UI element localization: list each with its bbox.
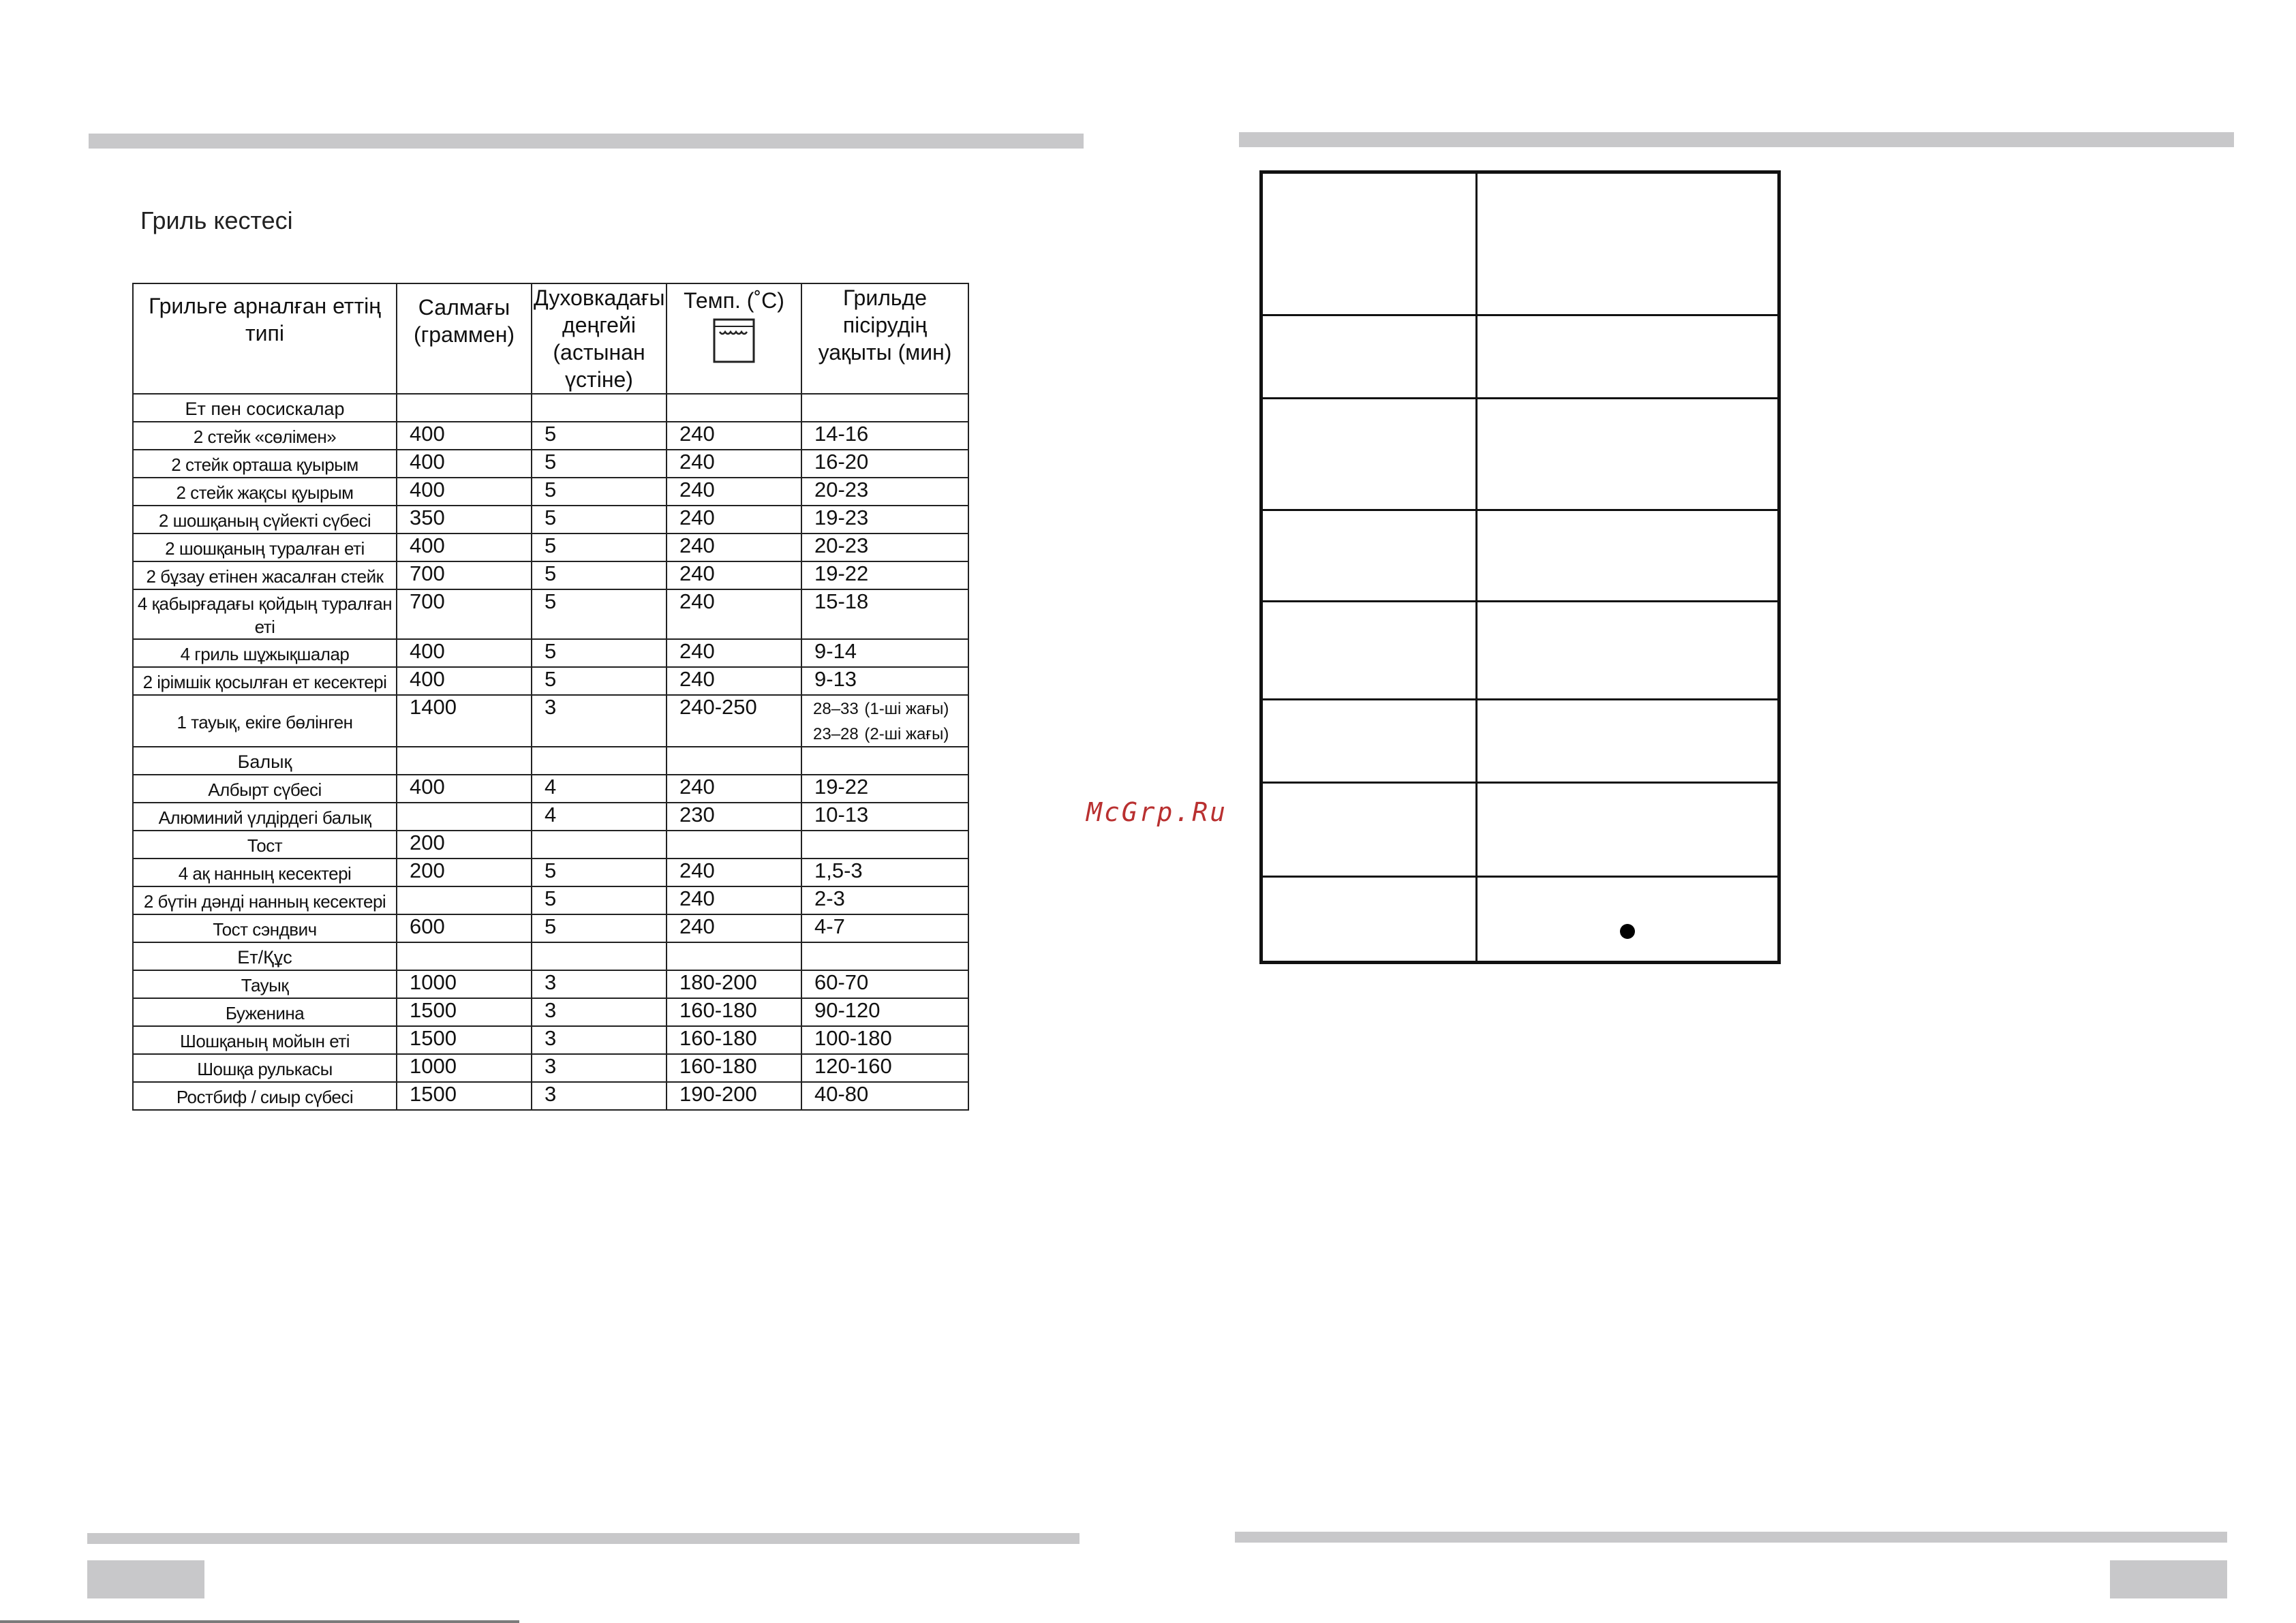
weight-cell: 350: [397, 506, 532, 534]
right-table-row: [1261, 602, 1779, 700]
temp-cell: 240: [667, 561, 801, 589]
time-value: 28–33: [813, 700, 859, 718]
grill-table-row: [133, 1082, 968, 1110]
grill-table-row: [133, 970, 968, 998]
temp-cell: 240: [667, 534, 801, 561]
right-table-cell: [1477, 700, 1779, 783]
right-table-row: [1261, 172, 1779, 315]
grill-table-row: [133, 914, 968, 942]
meat-type-cell: Тауық: [133, 970, 397, 998]
level-cell: 4: [532, 775, 667, 803]
bullet-dot-icon: [1620, 924, 1635, 939]
level-cell: 5: [532, 478, 667, 506]
temp-cell: 240: [667, 589, 801, 639]
weight-cell: 200: [397, 831, 532, 859]
time-cell: 60-70: [801, 970, 968, 998]
meat-type-cell: Тост сэндвич: [133, 914, 397, 942]
grill-table-row: [133, 534, 968, 561]
time-cell: [801, 747, 968, 775]
meat-type-cell: Буженина: [133, 998, 397, 1026]
right-table-cell: [1477, 783, 1779, 877]
left-header-bar: [89, 134, 1084, 149]
meat-type-cell: 2 стейк «сөлімен»: [133, 422, 397, 450]
category-cell: Ет/Құс: [133, 942, 397, 970]
level-cell: 5: [532, 534, 667, 561]
right-table-cell: [1477, 399, 1779, 510]
grill-table-row: [133, 942, 968, 970]
temp-cell: 160-180: [667, 998, 801, 1026]
level-cell: 5: [532, 914, 667, 942]
time-cell: 90-120: [801, 998, 968, 1026]
temp-cell: 240: [667, 886, 801, 914]
meat-type-cell: 4 гриль шұжықшалар: [133, 639, 397, 667]
right-table-cell: [1477, 877, 1779, 963]
right-table-row: [1261, 877, 1779, 963]
time-cell: 2-3: [801, 886, 968, 914]
right-table-row: [1261, 510, 1779, 602]
level-cell: 5: [532, 886, 667, 914]
weight-cell: [397, 803, 532, 831]
weight-cell: 200: [397, 859, 532, 886]
right-table: [1259, 170, 1781, 964]
weight-cell: 400: [397, 534, 532, 561]
temp-cell: 240: [667, 914, 801, 942]
level-cell: 5: [532, 859, 667, 886]
level-cell: 5: [532, 561, 667, 589]
time-cell: 20-23: [801, 534, 968, 561]
weight-cell: 400: [397, 422, 532, 450]
meat-type-cell: Ростбиф / сиыр сүбесі: [133, 1082, 397, 1110]
level-cell: 3: [532, 1026, 667, 1054]
time-cell: [801, 394, 968, 422]
grill-table-row: [133, 394, 968, 422]
level-cell: 5: [532, 639, 667, 667]
right-table-row: [1261, 399, 1779, 510]
time-line: [813, 721, 968, 746]
time-cell: 10-13: [801, 803, 968, 831]
weight-cell: 700: [397, 589, 532, 639]
level-cell: 5: [532, 506, 667, 534]
meat-type-cell: Албырт сүбесі: [133, 775, 397, 803]
grill-table-header: [133, 283, 968, 394]
weight-cell: 400: [397, 667, 532, 695]
header-weight: Салмағы (граммен): [397, 283, 532, 394]
weight-cell: 1500: [397, 998, 532, 1026]
temp-cell: 240-250: [667, 695, 801, 747]
time-cell: 19-23: [801, 506, 968, 534]
temp-cell: 240: [667, 506, 801, 534]
temp-cell: 240: [667, 859, 801, 886]
header-time: Грильде пісірудің уақыты (мин): [801, 283, 968, 394]
grill-table-row: [133, 450, 968, 478]
header-temp-label: Темп. (˚C): [684, 288, 784, 313]
level-cell: [532, 394, 667, 422]
weight-cell: 700: [397, 561, 532, 589]
time-cell: 4-7: [801, 914, 968, 942]
time-cell: 19-22: [801, 561, 968, 589]
grill-table-row: [133, 859, 968, 886]
header-level: Духовкадағы деңгейі (астынан үстіне): [532, 283, 667, 394]
level-cell: 4: [532, 803, 667, 831]
left-page-number-tab: [87, 1560, 204, 1598]
temp-cell: 160-180: [667, 1054, 801, 1082]
time-note: (1-ші жағы): [864, 700, 949, 718]
right-footer-bar: [1235, 1532, 2227, 1543]
time-line: [813, 696, 968, 721]
grill-table-row: [133, 886, 968, 914]
right-table-row: [1261, 315, 1779, 399]
meat-type-cell: Алюминий үлдірдегі балық: [133, 803, 397, 831]
meat-type-cell: 2 стейк жақсы қуырым: [133, 478, 397, 506]
level-cell: [532, 942, 667, 970]
weight-cell: 400: [397, 478, 532, 506]
time-cell: 19-22: [801, 775, 968, 803]
time-cell: 20-23: [801, 478, 968, 506]
temp-cell: 230: [667, 803, 801, 831]
meat-type-cell: 2 бұзау етінен жасалған стейк: [133, 561, 397, 589]
temp-cell: 240: [667, 639, 801, 667]
time-cell: 120-160: [801, 1054, 968, 1082]
temp-cell: 240: [667, 775, 801, 803]
temp-cell: 240: [667, 422, 801, 450]
grill-table-row: [133, 1026, 968, 1054]
meat-type-cell: 2 шошқаның сүйекті сүбесі: [133, 506, 397, 534]
level-cell: [532, 747, 667, 775]
right-table-cell: [1261, 399, 1477, 510]
meat-type-cell: Тост: [133, 831, 397, 859]
bottom-edge-line: [0, 1620, 519, 1623]
time-cell: 9-13: [801, 667, 968, 695]
grill-table-row: [133, 803, 968, 831]
right-table-cell: [1261, 700, 1477, 783]
time-cell: [801, 695, 968, 747]
temp-cell: 180-200: [667, 970, 801, 998]
meat-type-cell: 2 стейк орташа қуырым: [133, 450, 397, 478]
right-table-cell: [1261, 510, 1477, 602]
time-note: (2-ші жағы): [864, 725, 949, 743]
weight-cell: 1400: [397, 695, 532, 747]
weight-cell: 600: [397, 914, 532, 942]
meat-type-cell: 2 ірімшік қосылған ет кесектері: [133, 667, 397, 695]
header-temp: [667, 283, 801, 394]
grill-table-row: [133, 561, 968, 589]
grill-table-row: [133, 589, 968, 639]
grill-table-row: [133, 478, 968, 506]
weight-cell: 400: [397, 775, 532, 803]
meat-type-cell: 2 бүтін дәнді нанның кесектері: [133, 886, 397, 914]
grill-table-row: [133, 998, 968, 1026]
grill-table-row: [133, 775, 968, 803]
weight-cell: 1000: [397, 1054, 532, 1082]
grill-table-row: [133, 506, 968, 534]
weight-cell: 400: [397, 639, 532, 667]
right-table-cell: [1261, 172, 1477, 315]
level-cell: [532, 831, 667, 859]
time-cell: [801, 831, 968, 859]
header-meat-type: Грильге арналған еттің типі: [133, 283, 397, 394]
right-table-cell: [1261, 877, 1477, 963]
grill-table: [132, 283, 969, 1111]
grill-table-row: [133, 639, 968, 667]
category-cell: Ет пен сосискалар: [133, 394, 397, 422]
weight-cell: [397, 747, 532, 775]
temp-cell: [667, 942, 801, 970]
time-cell: 100-180: [801, 1026, 968, 1054]
level-cell: 3: [532, 998, 667, 1026]
level-cell: 5: [532, 589, 667, 639]
grill-table-row: [133, 1054, 968, 1082]
watermark: McGrp.Ru: [1086, 797, 1228, 827]
grill-table-row: [133, 831, 968, 859]
weight-cell: 1000: [397, 970, 532, 998]
time-cell: 14-16: [801, 422, 968, 450]
meat-type-cell: 4 ақ нанның кесектері: [133, 859, 397, 886]
time-value: 23–28: [813, 725, 859, 743]
right-table-cell: [1477, 510, 1779, 602]
time-cell: 16-20: [801, 450, 968, 478]
meat-type-cell: 2 шошқаның туралған еті: [133, 534, 397, 561]
right-table-cell: [1261, 315, 1477, 399]
left-footer-bar: [87, 1533, 1080, 1544]
grill-table-row: [133, 695, 968, 747]
temp-cell: 240: [667, 450, 801, 478]
right-table-row: [1261, 783, 1779, 877]
temp-cell: [667, 394, 801, 422]
weight-cell: 400: [397, 450, 532, 478]
meat-type-cell: Шошқаның мойын еті: [133, 1026, 397, 1054]
weight-cell: 1500: [397, 1026, 532, 1054]
right-table-row: [1261, 700, 1779, 783]
weight-cell: [397, 886, 532, 914]
right-table-cell: [1477, 602, 1779, 700]
right-page-number-tab: [2110, 1560, 2227, 1598]
level-cell: 5: [532, 450, 667, 478]
level-cell: 3: [532, 970, 667, 998]
meat-type-cell: Шошқа рулькасы: [133, 1054, 397, 1082]
temp-cell: 240: [667, 667, 801, 695]
temp-cell: [667, 831, 801, 859]
time-cell: 15-18: [801, 589, 968, 639]
grill-table-row: [133, 747, 968, 775]
meat-type-cell: 1 тауық, екіге бөлінген: [133, 695, 397, 747]
page-title: Гриль кестесі: [140, 206, 293, 234]
time-cell: [801, 942, 968, 970]
right-table-cell: [1261, 602, 1477, 700]
temp-cell: 240: [667, 478, 801, 506]
weight-cell: [397, 942, 532, 970]
category-cell: Балық: [133, 747, 397, 775]
temp-cell: [667, 747, 801, 775]
weight-cell: [397, 394, 532, 422]
temp-cell: 160-180: [667, 1026, 801, 1054]
time-cell: 1,5-3: [801, 859, 968, 886]
time-cell: 40-80: [801, 1082, 968, 1110]
right-table-cell: [1261, 783, 1477, 877]
level-cell: 3: [532, 1054, 667, 1082]
level-cell: 3: [532, 1082, 667, 1110]
weight-cell: 1500: [397, 1082, 532, 1110]
right-table-cell: [1477, 315, 1779, 399]
grill-table-row: [133, 667, 968, 695]
level-cell: 5: [532, 422, 667, 450]
oven-grill-icon: [713, 318, 755, 363]
level-cell: 5: [532, 667, 667, 695]
meat-type-cell: 4 қабырғадағы қойдың туралған еті: [133, 589, 397, 639]
temp-cell: 190-200: [667, 1082, 801, 1110]
right-table-cell: [1477, 172, 1779, 315]
time-cell: 9-14: [801, 639, 968, 667]
grill-table-row: [133, 422, 968, 450]
right-header-bar: [1239, 132, 2234, 147]
level-cell: 3: [532, 695, 667, 747]
